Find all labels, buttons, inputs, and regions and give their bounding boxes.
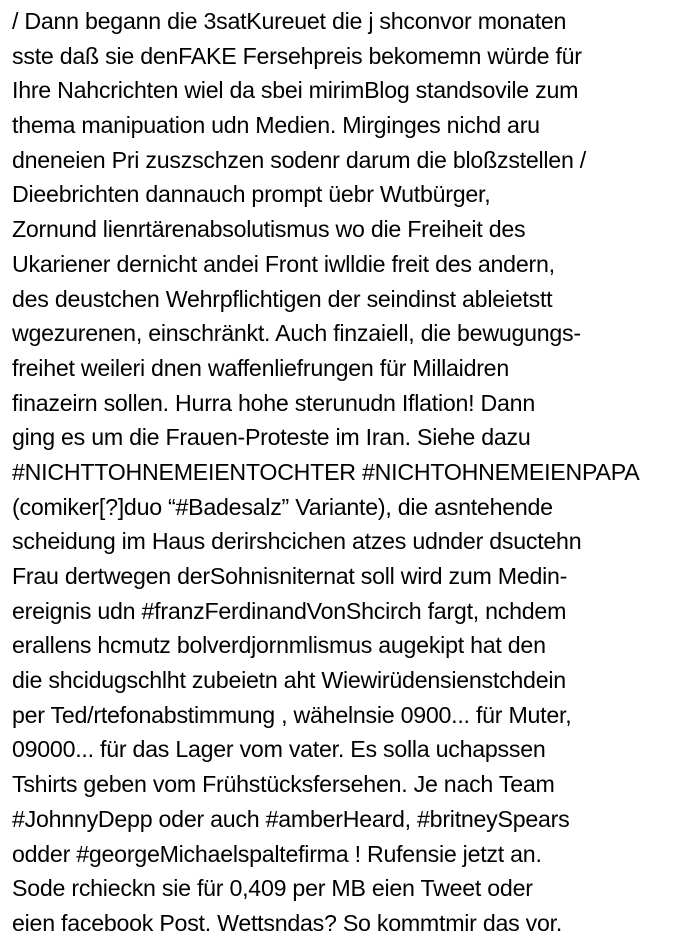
- text-line: #JohnnyDepp oder auch #amberHeard, #britneySpears: [12, 805, 570, 832]
- text-line: finazeirn sollen. Hurra hohe sterunudn Iflation! Dann: [12, 389, 535, 416]
- text-line: Ihre Nahcrichten wiel da sbei mirimBlog standsovile zum: [12, 77, 579, 104]
- text-line: / Dann begann die 3satKureuet die j shconvor monaten: [12, 8, 567, 34]
- text-line: Ukariener dernicht andei Front iwlldie freit des andern,: [12, 250, 555, 277]
- text-line: dneneien Pri zuszschzen sodenr darum die bloßzstellen /: [12, 146, 586, 173]
- text-line: erallens hcmutz bolverdjornmlismus augekipt hat den: [12, 632, 546, 659]
- text-line: die shcidugschlht zubeietn aht Wiewirüdensienstchdein: [12, 667, 566, 694]
- text-line: 09000... für das Lager vom vater. Es solla uchapssen: [12, 736, 546, 763]
- text-line: scheidung im Haus derirshcichen atzes udnder dsuctehn: [12, 528, 582, 555]
- text-line: des deustchen Wehrpflichtigen der seindinst ableietstt: [12, 285, 553, 312]
- text-line: Sode rchieckn sie für 0,409 per MB eien Tweet oder: [12, 875, 533, 902]
- text-line: per Ted/rtefonabstimmung , wähelnsie 0900... für Muter,: [12, 701, 572, 728]
- text-line: odder #georgeMichaelspaltefirma ! Rufensie jetzt an.: [12, 840, 542, 867]
- text-line: eien facebook Post. Wettsndas? So kommtmir das vor.: [12, 909, 563, 936]
- text-line: Dieebrichten dannauch prompt üebr Wutbürger,: [12, 181, 491, 208]
- text-line: sste daß sie denFAKE Fersehpreis bekomemn würde für: [12, 42, 582, 69]
- text-line: freihet weileri dnen waffenliefrungen für Millaidren: [12, 354, 509, 381]
- text-line: thema manipuation udn Medien. Mirginges nichd aru: [12, 112, 540, 139]
- text-line: Frau dertwegen derSohnisniternat soll wird zum Medin-: [12, 563, 568, 589]
- text-line: wgezurenen, einschränkt. Auch finzaiell, die bewugungs-: [12, 320, 581, 347]
- text-line: ging es um die Frauen-Proteste im Iran. Siehe dazu: [12, 424, 531, 451]
- text-line: #NICHTTOHNEMEIENTOCHTER #NICHTOHNEMEIENPAPA: [12, 458, 640, 485]
- text-line: Tshirts geben vom Frühstücksfersehen. Je nach Team: [12, 771, 555, 798]
- text-line: Zornund lienrtärenabsolutismus wo die Freiheit des: [12, 216, 526, 243]
- text-line: ereignis udn #franzFerdinandVonShcirch fargt, nchdem: [12, 597, 567, 624]
- text-line: (comiker[?]duo “#Badesalz” Variante), die asntehende: [12, 493, 553, 520]
- body-text: [12, 4, 684, 941]
